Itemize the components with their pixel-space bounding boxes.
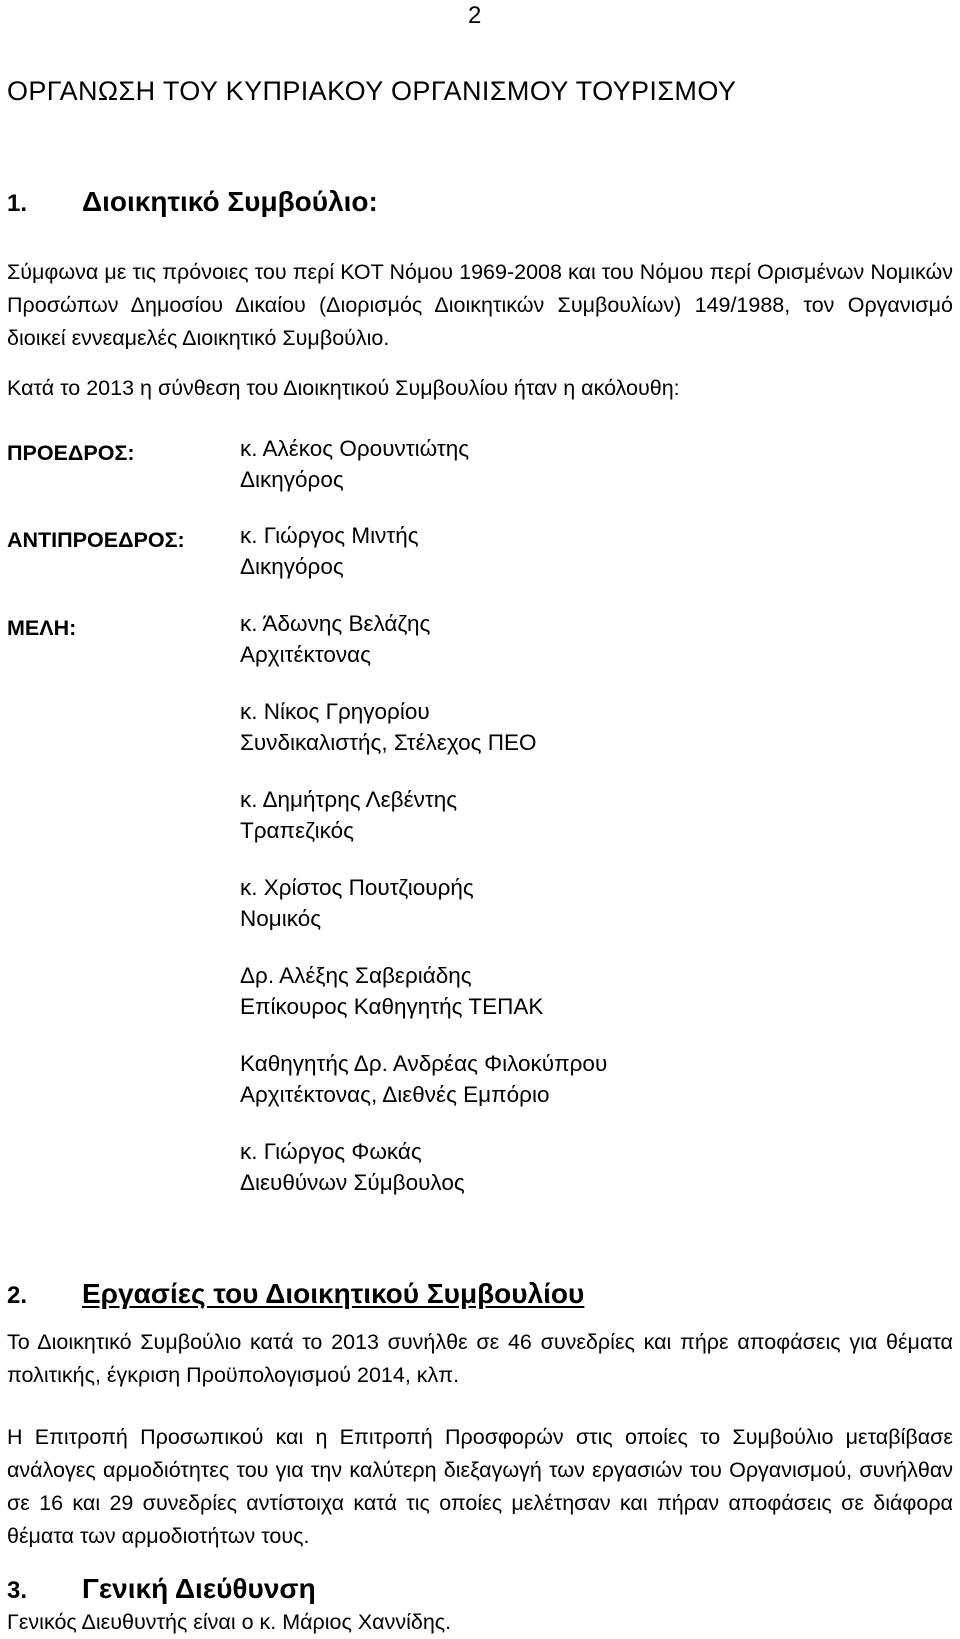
- section-3-title: Γενική Διεύθυνση: [82, 1573, 316, 1604]
- page-number: 2: [468, 2, 482, 29]
- vice-chairman-title: Δικηγόρος: [240, 554, 344, 579]
- chairman-label: ΠΡΟΕΔΡΟΣ:: [7, 441, 135, 465]
- section-2-title: Εργασίες του Διοικητικού Συμβουλίου: [82, 1278, 585, 1309]
- member-entry: [240, 784, 457, 846]
- section-2-paragraph-1: Το Διοικητικό Συμβούλιο κατά το 2013 συνήλθε σε 46 συνεδρίες και πήρε αποφάσεις για θέματα πολιτικής, έγκριση Προϋπολογισμού 2014, κλπ.: [7, 1330, 953, 1387]
- section-3-paragraph-1: Γενικός Διευθυντής είναι ο κ. Μάριος Χαννίδης.: [7, 1610, 452, 1634]
- member-title: Αρχιτέκτονας: [240, 642, 371, 667]
- member-title: Επίκουρος Καθηγητής ΤΕΠΑΚ: [240, 994, 544, 1019]
- section-3-number: 3.: [7, 1577, 28, 1604]
- chairman-name: κ. Αλέκος Ορουντιώτης: [240, 436, 470, 461]
- section-2-number: 2.: [7, 1282, 28, 1309]
- vice-chairman-entry: [240, 520, 419, 582]
- member-title: Συνδικαλιστής, Στέλεχος ΠΕΟ: [240, 730, 537, 755]
- member-title: Νομικός: [240, 906, 322, 931]
- member-entry: [240, 1136, 465, 1198]
- chairman-title: Δικηγόρος: [240, 467, 344, 492]
- member-title: Διευθύνων Σύμβουλος: [240, 1170, 465, 1195]
- member-entry: [240, 696, 536, 758]
- vice-chairman-label: ΑΝΤΙΠΡΟΕΔΡΟΣ:: [7, 528, 185, 552]
- member-title: Τραπεζικός: [240, 818, 354, 843]
- member-entry: [240, 872, 474, 934]
- member-name: Δρ. Αλέξης Σαβεριάδης: [240, 963, 472, 988]
- member-entry: [240, 1048, 607, 1110]
- document-title: ΟΡΓΑΝΩΣΗ ΤΟΥ ΚΥΠΡΙΑΚΟΥ ΟΡΓΑΝΙΣΜΟΥ ΤΟΥΡΙΣΜΟΥ: [7, 76, 737, 106]
- member-name: κ. Νίκος Γρηγορίου: [240, 699, 430, 724]
- member-entry: [240, 960, 543, 1022]
- member-name: κ. Χρίστος Πουτζιουρής: [240, 875, 474, 900]
- member-name: κ. Γιώργος Φωκάς: [240, 1139, 422, 1164]
- section-1-paragraph-2: Κατά το 2013 η σύνθεση του Διοικητικού Συμβουλίου ήταν η ακόλουθη:: [7, 376, 680, 400]
- section-2-paragraph-2: Η Επιτροπή Προσωπικού και η Επιτροπή Προσφορών στις οποίες το Συμβούλιο μεταβίβασε ανάλογες αρμοδιότητες του για την καλύτερη διεξαγωγή των εργασιών του Οργανισμού, συνήλθαν σε 16 και 29 συνεδρίες αντίστοιχα κατά τις οποίες μελέτησαν και πήραν αποφάσεις σε διάφορα θέματα των αρμοδιοτήτων τους.: [7, 1425, 953, 1548]
- section-1-title: Διοικητικό Συμβούλιο:: [82, 186, 378, 217]
- member-name: κ. Άδωνης Βελάζης: [240, 611, 431, 636]
- member-title: Αρχιτέκτονας, Διεθνές Εμπόριο: [240, 1082, 550, 1107]
- chairman-entry: [240, 433, 469, 495]
- section-1-paragraph-1: Σύμφωνα με τις πρόνοιες του περί ΚΟΤ Νόμου 1969-2008 και του Νόμου περί Ορισμένων Νομικών Προσώπων Δημοσίου Δικαίου (Διορισμός Διοικητικών Συμβουλίων) 149/1988, τον Οργανισμό διοικεί εννεαμελές Διοικητικό Συμβούλιο.: [7, 260, 953, 350]
- member-entry: [240, 608, 430, 670]
- vice-chairman-name: κ. Γιώργος Μιντής: [240, 523, 419, 548]
- section-1-number: 1.: [7, 190, 28, 217]
- member-name: κ. Δημήτρης Λεβέντης: [240, 787, 458, 812]
- member-name: Καθηγητής Δρ. Ανδρέας Φιλοκύπρου: [240, 1051, 608, 1076]
- members-label: ΜΕΛΗ:: [7, 616, 77, 640]
